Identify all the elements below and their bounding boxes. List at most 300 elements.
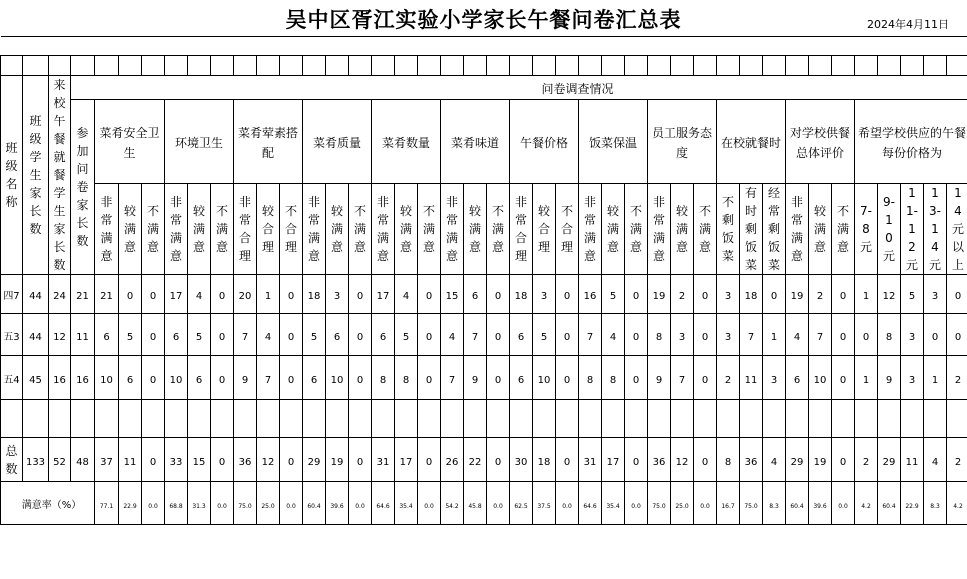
data-cell [418,356,441,400]
empty-cell [924,56,947,76]
data-cell-text: 7 [241,331,249,343]
total-cell [95,438,119,482]
header-sub-9-0-text: 不剩饭菜 [721,195,734,263]
empty-cell [372,56,395,76]
header-sub-1-0-text: 非常满意 [169,195,182,263]
data-cell-text: 4 [264,331,272,343]
header-group-5 [441,100,510,184]
header-sub-8-1 [671,184,694,275]
rate-cell [579,482,602,525]
total-cell [487,438,510,482]
header-sub-5-1-text: 较满意 [468,204,481,254]
rate-cell-text: 22.9 [905,503,919,510]
data-cell [395,275,418,314]
header-group-4-text: 菜肴数量 [381,135,430,150]
data-cell-text: 24 [53,291,66,302]
data-cell-text: 7 [747,331,755,343]
data-cell [165,314,188,356]
data-cell-text: 0 [425,374,433,386]
data-cell [625,275,648,314]
data-cell-text: 3 [931,291,939,302]
rate-cell-text: 75.0 [238,503,252,510]
rate-label-text: 满意率（%） [21,500,82,511]
data-cell-text: 0 [356,291,364,302]
rate-cell [901,482,924,525]
header-lunch-count-text: 来校午餐就餐学生家长数 [53,78,66,272]
data-cell-text: 8 [609,374,617,386]
empty-cell [648,400,671,438]
data-cell [763,356,786,400]
header-sub-8-1-text: 较满意 [675,204,688,254]
empty-cell [418,56,441,76]
header-group-3-text: 菜肴质量 [312,135,361,150]
rate-cell-text: 4.2 [861,503,871,510]
data-cell [694,275,717,314]
header-sub-2-1-text: 较合理 [261,204,274,254]
empty-cell [602,56,625,76]
header-group-3 [303,100,372,184]
data-cell-text: 0 [287,331,295,343]
total-cell-text: 36 [744,456,758,468]
total-cell-text: 36 [238,456,252,468]
data-cell-text: 1 [862,291,870,302]
header-sub-11-1 [878,184,901,275]
data-cell [809,314,832,356]
data-cell-text: 0 [218,374,226,386]
data-cell [119,275,142,314]
data-cell [740,275,763,314]
header-sub-1-2-text: 不满意 [215,204,228,254]
total-cell [855,438,878,482]
empty-cell [234,400,257,438]
table-row [1,438,967,482]
total-cell-text: 22 [468,456,482,468]
empty-cell [349,400,372,438]
empty-cell [947,56,967,76]
rate-cell-text: 0.0 [493,503,503,510]
rate-cell [924,482,947,525]
data-cell [211,314,234,356]
data-cell [832,275,855,314]
empty-cell [464,56,487,76]
data-cell-text: 17 [376,291,390,302]
empty-cell [326,400,349,438]
header-sub-0-1-text: 较满意 [123,204,136,254]
empty-cell [579,400,602,438]
total-cell-text: 19 [813,456,827,468]
rate-cell-text: 75.0 [652,503,666,510]
data-cell-text: 0 [701,291,709,302]
rate-cell-text: 35.4 [606,503,620,510]
data-cell-text: 3 [908,331,916,343]
total-cell [142,438,165,482]
empty-cell [809,400,832,438]
header-sub-7-1 [602,184,625,275]
class-name-cell [1,356,23,400]
data-cell-text: 0 [632,291,640,302]
data-cell-text: 8 [885,331,893,343]
header-sub-5-0 [441,184,464,275]
rate-cell-text: 0.0 [355,503,365,510]
rate-cell-text: 60.4 [790,503,804,510]
header-sub-11-3-text: 13-14元 [928,186,941,272]
data-cell [211,356,234,400]
rate-cell [556,482,579,525]
rate-cell [855,482,878,525]
data-cell [717,314,740,356]
table-row [1,356,967,400]
rate-cell [349,482,372,525]
empty-cell [188,400,211,438]
data-cell-text: 9 [241,374,249,386]
rate-cell-text: 0.0 [838,503,848,510]
data-cell [533,356,556,400]
data-cell-text: 1 [862,374,870,386]
total-cell-text: 0 [563,456,571,468]
data-cell [372,356,395,400]
spacer-row-top [1,37,967,56]
header-sub-6-1 [533,184,556,275]
total-cell-text: 37 [100,456,113,468]
survey-table-wrap [0,36,967,525]
empty-cell [257,56,280,76]
total-cell [119,438,142,482]
rate-cell [142,482,165,525]
empty-cell [1,400,23,438]
data-cell-text: 0 [931,331,939,343]
data-cell [142,356,165,400]
header-survey-group [71,76,967,100]
data-cell-text: 4 [793,331,801,343]
rate-cell [763,482,786,525]
empty-cell [901,56,924,76]
total-cell [947,438,967,482]
total-cell [188,438,211,482]
header-sub-11-0-text: 7-8元 [859,204,872,254]
data-cell [510,356,533,400]
total-cell-text: 2 [862,456,870,468]
total-cell-text: 0 [839,456,847,468]
data-cell [280,356,303,400]
data-cell-text: 9 [655,374,663,386]
data-cell-text: 3 [908,374,916,386]
header-class-name [1,76,23,275]
rate-cell-text: 0.0 [631,503,641,510]
empty-cell [717,56,740,76]
rate-cell [625,482,648,525]
header-sub-1-2 [211,184,234,275]
rate-cell-text: 22.9 [123,503,137,510]
data-cell [717,356,740,400]
header-sub-0-2 [142,184,165,275]
header-group-7 [579,100,648,184]
data-cell-text: 2 [724,374,732,386]
empty-cell [372,400,395,438]
data-cell-text: 0 [126,291,134,302]
data-cell [349,314,372,356]
header-group-9-text: 在校就餐时 [720,135,781,150]
data-cell-text: 0 [425,331,433,343]
rate-cell-text: 45.8 [468,503,482,510]
total-cell-text: 11 [123,456,137,468]
rate-cell [878,482,901,525]
rate-cell [372,482,395,525]
data-cell [95,275,119,314]
header-sub-9-0 [717,184,740,275]
empty-cell [786,400,809,438]
data-cell [694,356,717,400]
data-cell-text: 21 [100,291,113,302]
data-cell-text: 9 [471,374,479,386]
empty-cell [280,56,303,76]
header-sub-3-1-text: 较满意 [330,204,343,254]
header-sub-10-0-text: 非常满意 [790,195,803,263]
rate-cell-text: 25.0 [675,503,689,510]
data-cell-text: 0 [632,374,640,386]
total-cell-text: 33 [169,456,183,468]
empty-cell [303,56,326,76]
data-cell-text: 16 [76,374,89,386]
data-cell [924,275,947,314]
empty-cell [878,56,901,76]
total-cell-text: 0 [287,456,295,468]
data-cell-text: 7 [264,374,272,386]
empty-cell [165,400,188,438]
table-row [1,184,967,275]
header-parent-count-text: 班级学生家长数 [29,114,42,236]
total-cell-text: 0 [149,456,157,468]
header-group-10-text: 对学校供餐总体评价 [789,125,850,160]
rate-cell [441,482,464,525]
data-cell [717,275,740,314]
total-cell [234,438,257,482]
header-group-1 [165,100,234,184]
total-cell [786,438,809,482]
header-sub-2-0-text: 非常合理 [238,195,251,263]
data-cell-text: 3 [678,331,686,343]
data-cell [602,275,625,314]
data-cell [648,356,671,400]
empty-cell [533,56,556,76]
survey-summary-table [0,36,967,525]
empty-cell [142,400,165,438]
header-sub-2-2-text: 不合理 [284,204,297,254]
data-cell-text: 4 [609,331,617,343]
data-cell-text: 44 [29,291,42,302]
rate-cell-text: 16.7 [721,503,735,510]
rate-cell-text: 64.6 [376,503,390,510]
data-cell [763,275,786,314]
data-cell [510,314,533,356]
total-label [1,438,23,482]
data-cell [441,314,464,356]
rate-cell-text: 25.0 [261,503,275,510]
header-sub-4-2-text: 不满意 [422,204,435,254]
header-sub-7-2-text: 不满意 [629,204,642,254]
data-cell-text: 0 [425,291,433,302]
data-cell [625,356,648,400]
header-sub-0-2-text: 不满意 [146,204,159,254]
rate-cell [188,482,211,525]
total-cell [165,438,188,482]
header-lunch-count [49,76,71,275]
data-cell-text: 2 [816,291,824,302]
data-cell [602,356,625,400]
total-cell [257,438,280,482]
total-cell-text: 17 [399,456,413,468]
header-sub-4-1 [395,184,418,275]
data-cell [648,314,671,356]
rate-cell [211,482,234,525]
data-cell [533,314,556,356]
total-cell [809,438,832,482]
data-cell-text: 0 [149,374,157,386]
rate-cell-text: 0.0 [700,503,710,510]
header-sub-11-1-text: 9-10元 [882,195,895,263]
data-cell [418,275,441,314]
data-cell-text: 0 [356,331,364,343]
data-cell-text: 3 [540,291,548,302]
total-cell-text: 29 [790,456,804,468]
data-cell [464,275,487,314]
total-cell [303,438,326,482]
data-cell-text: 10 [813,374,827,386]
data-cell [602,314,625,356]
header-sub-4-1-text: 较满意 [399,204,412,254]
rate-cell [234,482,257,525]
data-cell-text: 2 [678,291,686,302]
empty-cell [924,400,947,438]
total-cell-text: 0 [632,456,640,468]
empty-cell [740,56,763,76]
data-cell-text: 0 [287,374,295,386]
rate-cell-text: 39.6 [330,503,344,510]
empty-cell [947,400,967,438]
empty-cell [119,400,142,438]
data-cell-text: 10 [100,374,113,386]
rate-cell-text: 31.3 [192,503,206,510]
data-cell-text: 20 [238,291,252,302]
data-cell [671,275,694,314]
data-cell-text: 11 [76,331,89,343]
header-sub-1-1-text: 较满意 [192,204,205,254]
data-cell [165,356,188,400]
data-cell [280,314,303,356]
data-cell [924,314,947,356]
data-cell [832,314,855,356]
rate-cell-text: 0.0 [424,503,434,510]
data-cell [257,314,280,356]
header-sub-10-0 [786,184,809,275]
data-cell [234,314,257,356]
total-cell [464,438,487,482]
header-sub-9-1 [740,184,763,275]
total-cell-text: 17 [606,456,620,468]
total-cell [71,438,95,482]
data-cell-text: 0 [862,331,870,343]
data-cell [71,275,95,314]
header-class-name-text: 班级名称 [5,141,18,209]
rate-cell [119,482,142,525]
data-cell [326,275,349,314]
empty-cell [234,56,257,76]
rate-cell [280,482,303,525]
data-cell [556,275,579,314]
total-cell-text: 8 [724,456,732,468]
empty-cell [648,56,671,76]
rate-cell-text: 54.2 [445,503,459,510]
rate-cell [533,482,556,525]
header-survey-group-text: 问卷调查情况 [541,81,614,96]
header-sub-11-0 [855,184,878,275]
header-sub-5-1 [464,184,487,275]
total-cell-text: 19 [330,456,344,468]
header-sub-5-2-text: 不满意 [491,204,504,254]
data-cell-text: 0 [839,291,847,302]
total-cell [740,438,763,482]
header-sub-7-0-text: 非常满意 [583,195,596,263]
rate-cell-text: 4.2 [953,503,963,510]
rate-cell-text: 0.0 [286,503,296,510]
data-cell-text: 7 [448,374,456,386]
data-cell-text: 0 [149,291,157,302]
table-row [1,37,967,56]
empty-cell [625,56,648,76]
empty-cell [694,56,717,76]
data-cell-text: 0 [701,331,709,343]
header-sub-5-2 [487,184,510,275]
data-cell-text: 0 [218,331,226,343]
rate-cell-text: 0.0 [148,503,158,510]
empty-cell [142,56,165,76]
empty-cell [901,400,924,438]
empty-cell [119,56,142,76]
data-cell [855,314,878,356]
data-cell-text: 19 [790,291,804,302]
total-cell [832,438,855,482]
total-cell-text: 0 [218,456,226,468]
rate-cell [464,482,487,525]
header-sub-1-0 [165,184,188,275]
data-cell [464,356,487,400]
header-sub-3-0-text: 非常满意 [307,195,320,263]
total-label-text: 总数 [5,443,18,476]
data-cell-text: 45 [29,374,42,386]
data-cell [188,356,211,400]
data-cell [49,314,71,356]
data-cell [395,356,418,400]
empty-cell [464,400,487,438]
data-cell-text: 44 [29,331,42,343]
data-cell-text: 0 [563,331,571,343]
rate-cell [740,482,763,525]
empty-cell [533,400,556,438]
rate-cell [947,482,967,525]
header-sub-9-1-text: 有时剩饭菜 [744,186,757,272]
total-cell [441,438,464,482]
total-cell [763,438,786,482]
data-cell [671,356,694,400]
header-sub-9-2 [763,184,786,275]
data-cell [855,356,878,400]
total-cell-text: 36 [652,456,666,468]
total-cell-text: 2 [954,456,962,468]
data-cell [625,314,648,356]
data-cell-text: 5 [609,291,617,302]
total-cell-text: 31 [376,456,390,468]
empty-cell [832,400,855,438]
header-sub-3-2-text: 不满意 [353,204,366,254]
